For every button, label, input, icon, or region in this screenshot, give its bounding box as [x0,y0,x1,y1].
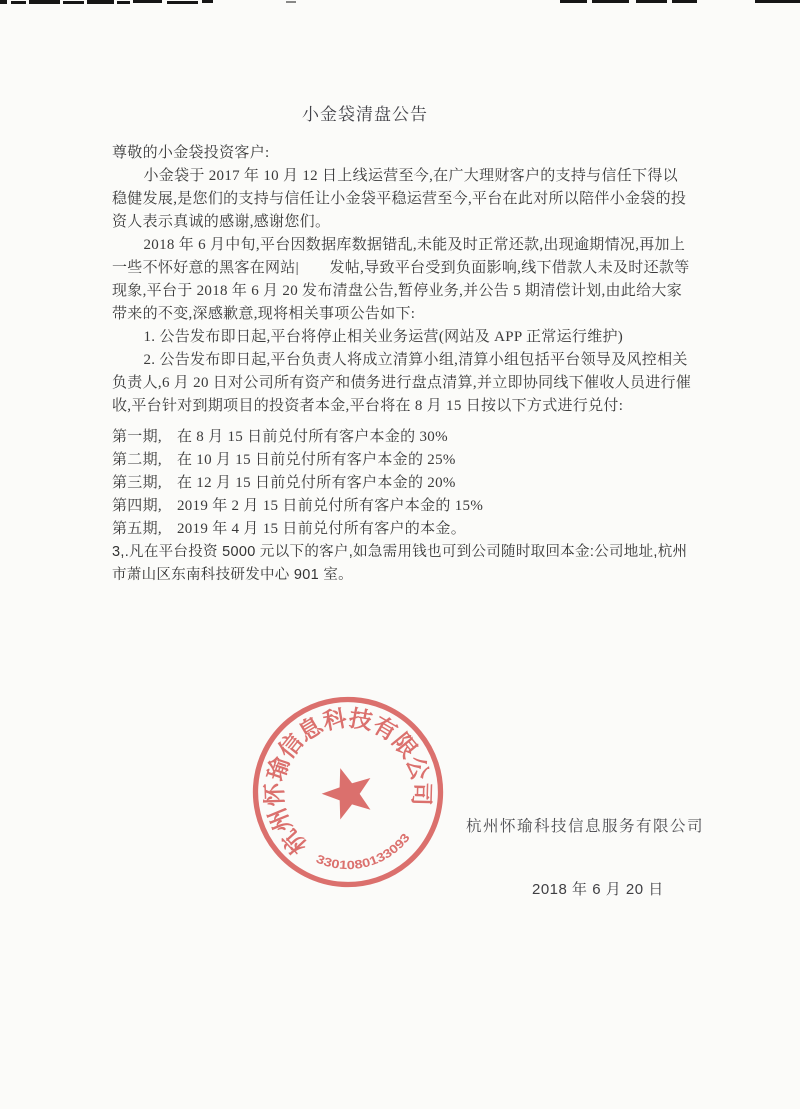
scan-artifact [755,0,800,3]
scan-artifact [167,1,198,4]
signature-company: 杭州怀瑜科技信息服务有限公司 [466,818,705,835]
schedule-phase-label: 第四期, [112,498,162,514]
scan-artifact [133,0,162,3]
schedule-phase-label: 第三期, [112,475,162,491]
schedule-row [112,495,692,518]
schedule-row [112,518,692,541]
schedule-phase-label: 第一期, [112,429,162,445]
schedule-row [112,449,692,472]
seal-number-text: 3301080133093 [314,831,412,873]
salutation: 尊敬的小金袋投资客户: [112,145,270,161]
schedule-phase-text: 在 12 月 15 日前兑付所有客户本金的 20% [176,475,456,491]
document-title: 小金袋清盘公告 [302,105,428,124]
scan-artifact [63,1,84,4]
list-item-1: 1. 公告发布即日起,平台将停止相关业务运营(网站及 APP 正常运行维护) [143,329,624,345]
note-paragraph: 3,.凡在平台投资 5000 元以下的客户,如急需用钱也可到公司随时取回本金:公司地址,杭州市萧山区东南科技研发中心 901 室。 [112,544,688,583]
scan-artifact [117,1,130,4]
schedule-phase-label: 第二期, [112,452,162,468]
seal-star-icon [316,760,380,822]
company-seal [214,658,481,925]
schedule-row [112,472,692,495]
document-date: 2018 年 6 月 20 日 [532,881,664,898]
document-body [112,142,692,587]
list-item-2: 2. 公告发布即日起,平台负责人将成立清算小组,清算小组包括平台领导及风控相关负责人,6 月 20 日对公司所有资产和债务进行盘点清算,并立即协同线下催收人员进行催收,平台针对到期项目的投资者本金,平台将在 8 月 15 日按以下方式进行兑付: [112,352,692,414]
schedule-phase-text: 2019 年 4 月 15 日前兑付所有客户的本金。 [176,521,467,537]
scan-artifact [636,0,667,3]
schedule-row [112,426,692,449]
schedule-phase-text: 在 8 月 15 日前兑付所有客户本金的 30% [176,429,448,445]
scan-artifact [0,0,7,4]
scan-artifact [592,0,629,3]
schedule-phase-text: 在 10 月 15 日前兑付所有客户本金的 25% [176,452,456,468]
scan-artifact [29,0,60,4]
scan-artifact [11,1,26,4]
scan-artifact [560,0,587,3]
company-seal-graphic [214,658,481,925]
schedule-phase-text: 2019 年 2 月 15 日前兑付所有客户本金的 15% [176,498,484,514]
scan-artifact [286,1,296,3]
scan-artifact [202,0,213,3]
paragraph-intro: 小金袋于 2017 年 10 月 12 日上线运营至今,在广大理财客户的支持与信任下得以稳健发展,是您们的支持与信任让小金袋平稳运营至今,平台在此对所以陪伴小金袋的投资人表示真诚的感谢,感谢您们。 [112,168,687,230]
schedule-phase-label: 第五期, [112,521,162,537]
scan-artifact [672,0,697,3]
payment-schedule [112,426,692,541]
paragraph-incident: 2018 年 6 月中旬,平台因数据库数据错乱,未能及时正常还款,出现逾期情况,再加上一些不怀好意的黑客在网站| 发帖,导致平台受到负面影响,线下借款人未及时还款等现象,平台于 2018 年 6 月 20 发布清盘公告,暂停业务,并公告 5 期清偿计划,由此给大家带来的不变,深感歉意,现将相关事项公告如下: [112,237,690,322]
scan-artifact [87,0,114,4]
seal-company-text: 杭州怀瑜信息科技有限公司 [262,705,434,859]
